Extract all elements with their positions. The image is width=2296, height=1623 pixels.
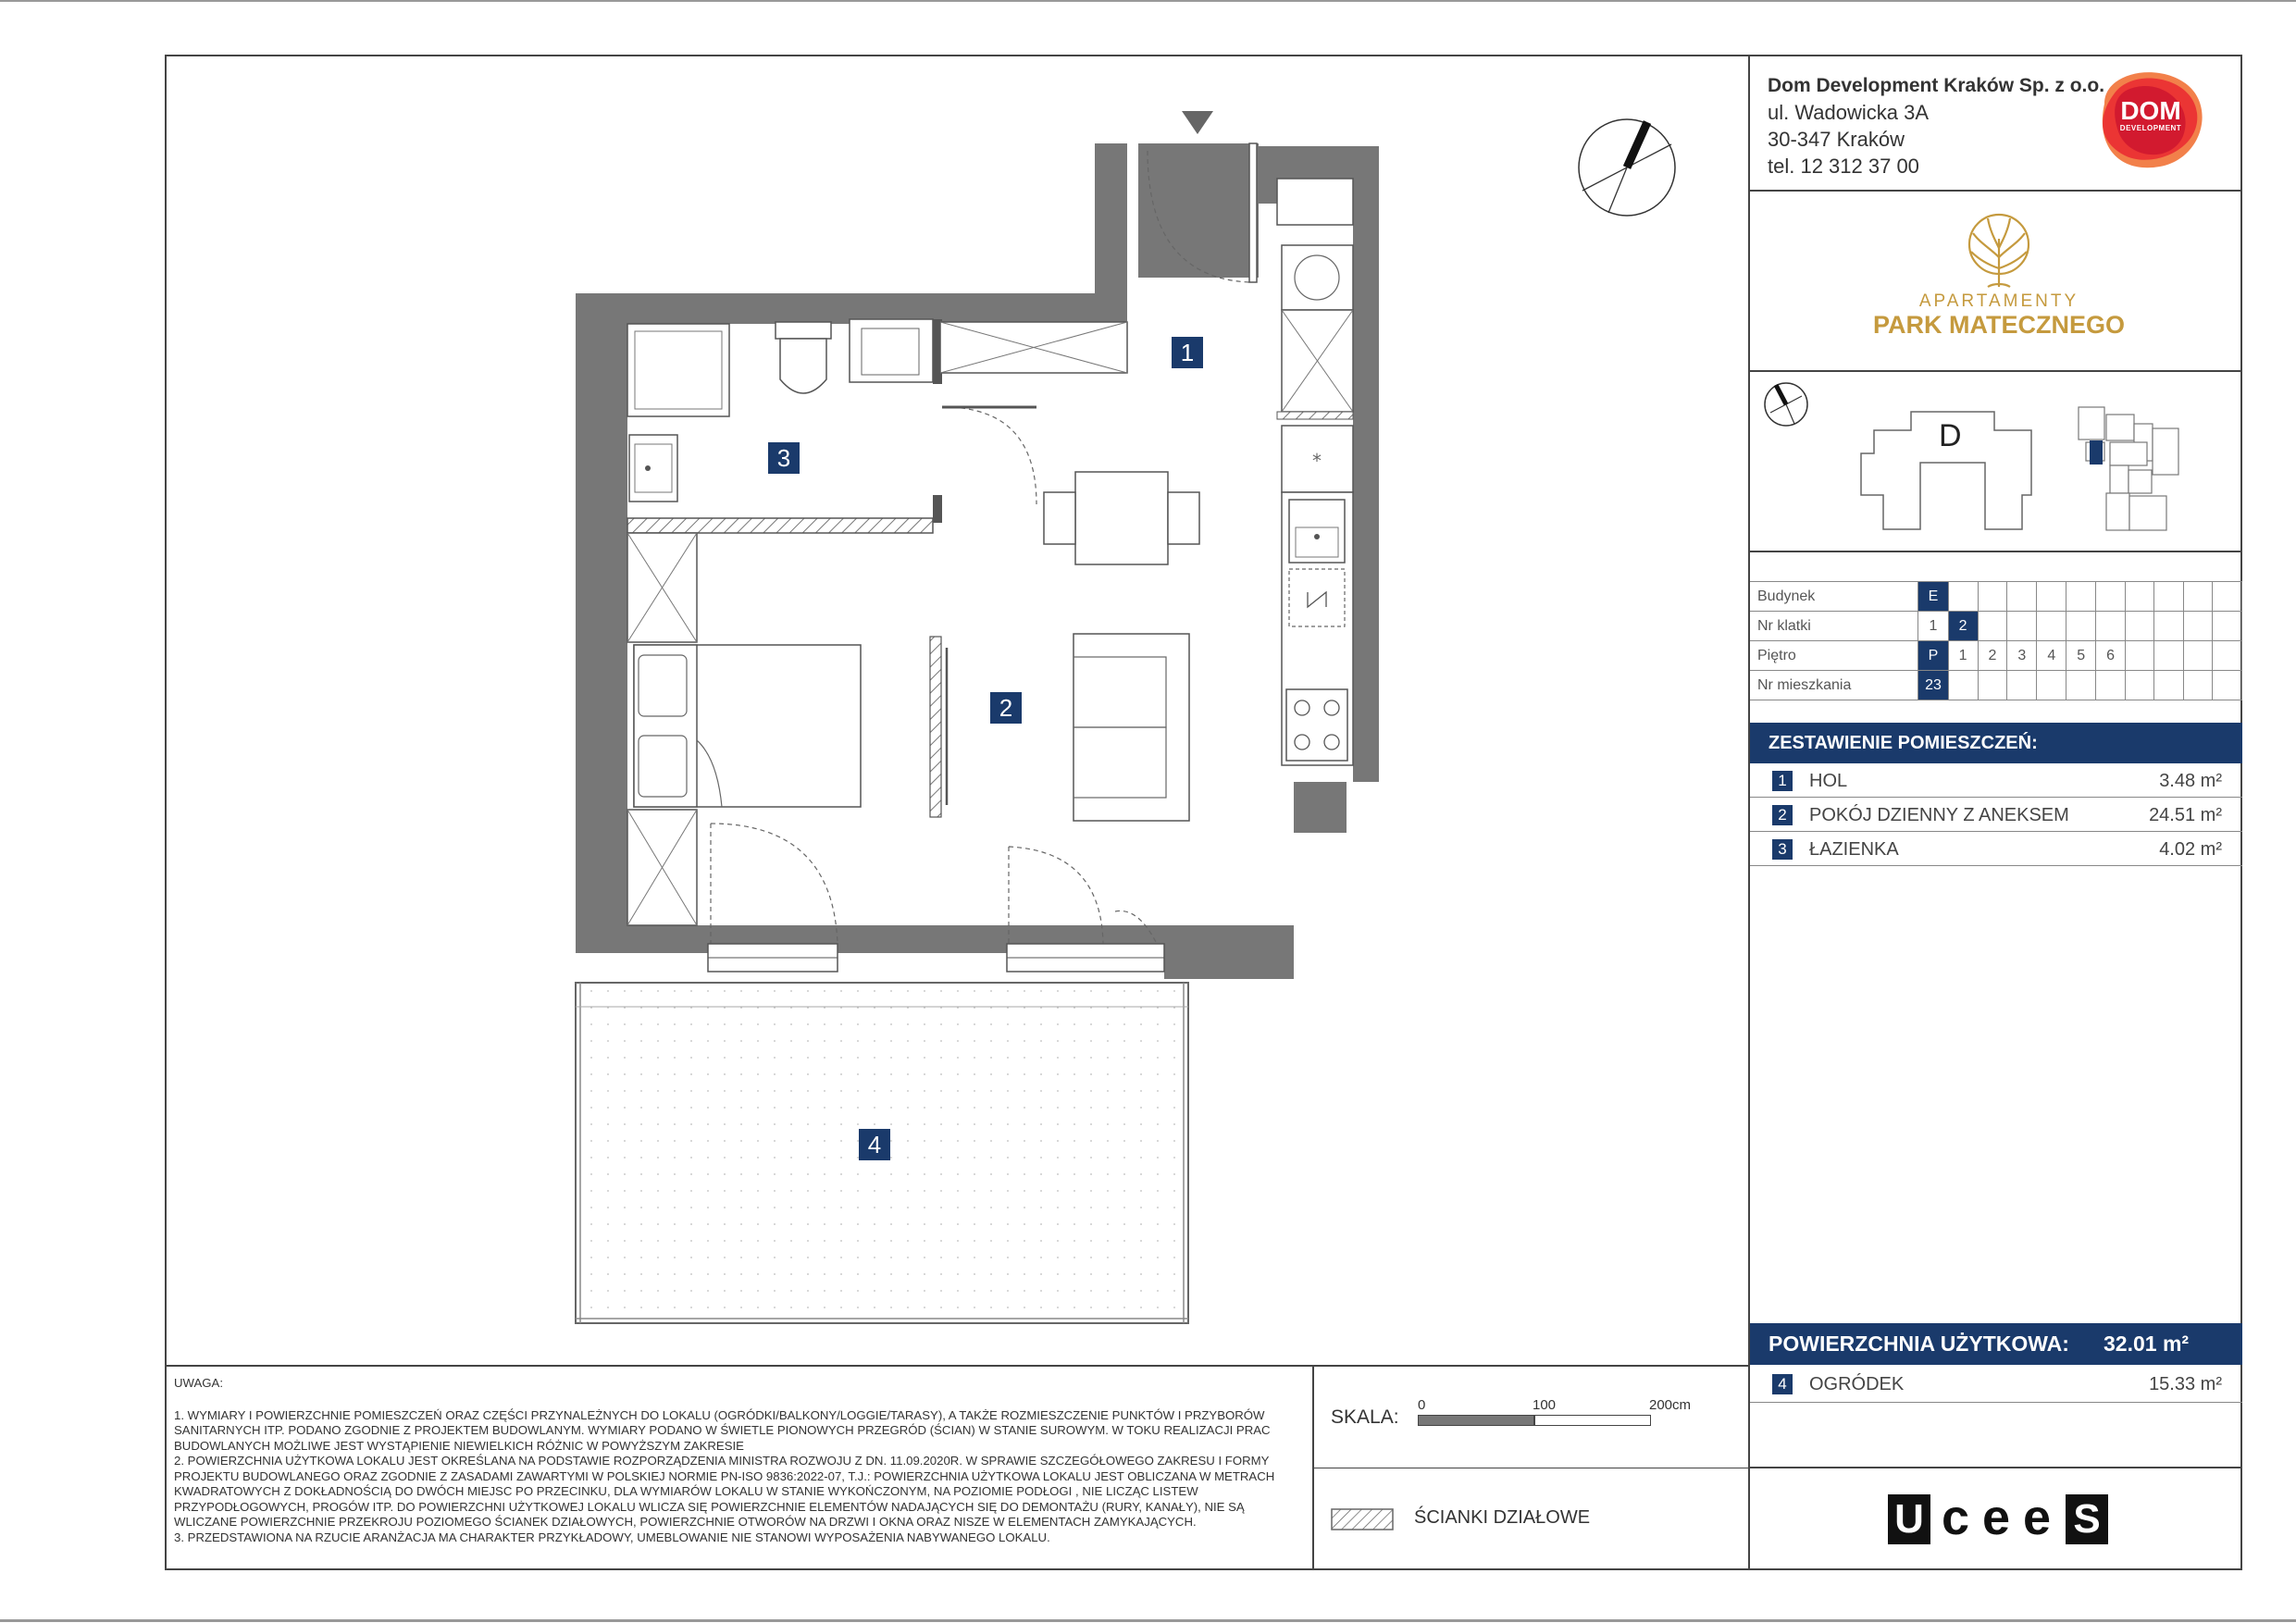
garden-number: 4 — [1772, 1374, 1793, 1394]
info-cell: 3 — [2007, 641, 2037, 671]
room-area: 4.02 m² — [2159, 839, 2222, 860]
washbasin — [629, 435, 677, 502]
info-cell: E — [1918, 582, 1948, 612]
notes — [174, 1376, 1303, 1545]
info-cell — [2126, 582, 2154, 612]
info-cell — [1978, 612, 2007, 641]
project-line1: APARTAMENTY — [1918, 291, 2079, 311]
divider — [1750, 190, 2242, 192]
room-name: ŁAZIENKA — [1809, 839, 1899, 860]
tree-emblem — [1943, 211, 2054, 294]
notes-p3: 3. PRZEDSTAWIONA NA RZUCIE ARANŻACJA MA CHARAKTER PRZYKŁADOWY, UMEBLOWANIE NIE STANOWI WYPOSAŻENIA NABYWANEGO LOKALU. — [174, 1530, 1050, 1544]
notes-scale-divider — [1312, 1367, 1314, 1570]
info-cell — [2007, 671, 2037, 700]
room-number: 2 — [1772, 805, 1793, 825]
entry-arrow-icon — [1182, 111, 1213, 134]
divider — [1750, 1467, 2242, 1468]
info-cell — [2213, 582, 2242, 612]
garden-area: 15.33 m² — [2149, 1374, 2222, 1394]
info-cell — [2007, 612, 2037, 641]
info-label: Nr klatki — [1750, 612, 1918, 641]
scale-tick-200: 200cm — [1649, 1397, 1692, 1413]
info-cell — [1978, 582, 2007, 612]
room-area: 3.48 m² — [2159, 771, 2222, 791]
ucees-logo — [1888, 1490, 2110, 1546]
info-row — [1750, 671, 2242, 700]
total-label: POWIERZCHNIA UŻYTKOWA: — [1769, 1332, 2069, 1356]
scale-bar-empty — [1534, 1415, 1651, 1426]
plan-label-bathroom: 3 — [768, 442, 800, 474]
info-cell — [2213, 612, 2242, 641]
total-area-bar — [1750, 1323, 2242, 1365]
company-address — [1768, 72, 2104, 180]
info-cell — [2096, 671, 2126, 700]
scale-label: SKALA: — [1331, 1406, 1399, 1428]
keyplan-letter: D — [1939, 418, 1962, 453]
dining-table — [1075, 472, 1168, 564]
project-line2: PARK MATECZNEGO — [1873, 311, 2125, 339]
room-row — [1750, 833, 2242, 866]
ucees-letter-c: c — [1942, 1490, 1970, 1545]
room-number: 3 — [1772, 839, 1793, 860]
notes-title: UWAGA: — [174, 1376, 223, 1390]
floor-plan — [167, 56, 1748, 1365]
legend-label: ŚCIANKI DZIAŁOWE — [1414, 1507, 1591, 1528]
tv-stand — [930, 637, 941, 817]
info-cell: 2 — [1948, 612, 1978, 641]
info-cell — [2154, 641, 2183, 671]
info-cell: 4 — [2037, 641, 2066, 671]
info-cell — [2066, 671, 2096, 700]
info-cell: 23 — [1918, 671, 1948, 700]
cooktop — [1286, 689, 1347, 761]
info-cell: 1 — [1918, 612, 1948, 641]
svg-text:*: * — [1312, 450, 1322, 472]
info-cell — [2154, 671, 2183, 700]
info-cell — [2154, 612, 2183, 641]
company-name: Dom Development Kraków Sp. z o.o. — [1768, 75, 2105, 96]
info-cell: 5 — [2066, 641, 2096, 671]
info-cell — [2154, 582, 2183, 612]
room-area: 24.51 m² — [2149, 805, 2222, 825]
top-edge — [0, 0, 2296, 2]
logo-text: DOM — [2120, 96, 2181, 125]
garden-row — [1750, 1368, 2242, 1403]
dom-development-logo — [2086, 67, 2212, 173]
ucees-letter-e2: e — [2023, 1490, 2052, 1545]
info-cell: P — [1918, 641, 1948, 671]
info-cell — [2126, 641, 2154, 671]
bottom-edge — [0, 1619, 2296, 1622]
keyplan-compass-icon — [1763, 381, 1809, 427]
garden-name: OGRÓDEK — [1809, 1374, 1905, 1394]
info-cell — [2037, 612, 2066, 641]
info-cell — [2066, 582, 2096, 612]
info-cell — [2096, 612, 2126, 641]
info-cell — [1948, 671, 1978, 700]
room-row — [1750, 799, 2242, 832]
ucees-letter-s: S — [2066, 1494, 2108, 1544]
divider — [1750, 370, 2242, 372]
notes-divider — [167, 1365, 1750, 1367]
info-row — [1750, 582, 2242, 612]
info-cell: 2 — [1978, 641, 2007, 671]
total-value: 32.01 m² — [2104, 1332, 2190, 1356]
info-label: Nr mieszkania — [1750, 671, 1918, 700]
info-cell — [2126, 671, 2154, 700]
info-row — [1750, 612, 2242, 641]
divider — [1750, 551, 2242, 552]
info-cell — [2037, 582, 2066, 612]
info-cell — [2096, 582, 2126, 612]
info-cell — [2213, 671, 2242, 700]
room-name: HOL — [1809, 771, 1848, 791]
info-cell — [2183, 612, 2212, 641]
kitchen-sink — [1289, 500, 1345, 563]
info-cell — [1948, 582, 1978, 612]
keyplan-building — [1855, 407, 2041, 537]
plan-label-hall: 1 — [1172, 337, 1203, 368]
info-label: Piętro — [1750, 641, 1918, 671]
scale-tick-0: 0 — [1418, 1397, 1426, 1413]
partition-wall — [627, 518, 933, 533]
info-cell — [1978, 671, 2007, 700]
scale-tick-100: 100 — [1533, 1397, 1557, 1413]
info-cell — [2037, 671, 2066, 700]
info-cell — [2007, 582, 2037, 612]
room-name: POKÓJ DZIENNY Z ANEKSEM — [1809, 805, 2069, 825]
notes-p2: 2. POWIERZCHNIA UŻYTKOWA LOKALU JEST OKREŚLANA NA PODSTAWIE ROZPORZĄDZENIA MINISTRA ROZWOJU Z DN. 11.09.2020R. W SPRAWIE SZCZEGÓŁOWEGO ZAKRESU I FORMY PROJEKTU BUDOWLANEGO ORAZ ZGODNIE Z ZASADAMI ZAWARTYMI W POLSKIEJ NORMIE PN-ISO 9836:2022-07, T.J.: POWIERZCHNIA UŻYTKOWA LOKALU JEST OBLICZANA W METRACH KWADRATOWYCH Z DOKŁADNOŚCIĄ DO DWÓCH MIEJSC PO PRZECINKU, DLA WYMIARÓW LOKALU W STANIE WYKOŃCZONYM, NA POZIOMIE PODŁOGI , NIE LICZĄC LISTEW PRZYPODŁOGOWYCH, PROGÓW ITP. DO POWIERZCHNI UŻYTKOWEJ LOKALU WLICZA SIĘ POWIERZCHNIE ELEMENTÓW NADAJĄCYCH SIĘ DO DEMONTAŻU (RURY, KANAŁY), NIE SĄ WLICZANE POWIERZCHNIE PRZEKROJU POZIOMEGO ŚCIANEK DZIAŁOWYCH, POWIERZCHNIE OTWORÓW NA DRZWI I OKNA ORAZ NISZE W ELEMENTACH ZAMYKAJĄCYCH. — [174, 1454, 1275, 1529]
info-cell — [2126, 612, 2154, 641]
ucees-letter-e1: e — [1982, 1490, 2011, 1545]
room-row — [1750, 764, 2242, 798]
info-cell: 6 — [2096, 641, 2126, 671]
north-arrow-icon — [1579, 119, 1675, 216]
info-cell — [2183, 641, 2212, 671]
toilet — [776, 322, 831, 339]
info-cell — [2183, 671, 2212, 700]
ucees-letter-u: U — [1888, 1494, 1930, 1544]
company-phone: tel. 12 312 37 00 — [1768, 155, 1919, 178]
info-cell — [2066, 612, 2096, 641]
company-street: ul. Wadowicka 3A — [1768, 101, 1930, 124]
info-cell — [2183, 582, 2212, 612]
shower — [627, 324, 729, 416]
rooms-header: ZESTAWIENIE POMIESZCZEŃ: — [1750, 723, 2242, 763]
scale-bar-filled — [1418, 1415, 1534, 1426]
keyplan-site — [2073, 405, 2184, 535]
plan-label-living: 2 — [990, 692, 1022, 724]
info-cell — [2213, 641, 2242, 671]
plan-label-garden: 4 — [859, 1129, 890, 1160]
info-label: Budynek — [1750, 582, 1918, 612]
entry-door — [1249, 143, 1257, 282]
info-row — [1750, 641, 2242, 671]
hatch-swatch-icon — [1331, 1508, 1394, 1530]
company-city: 30-347 Kraków — [1768, 128, 1905, 151]
info-cell: 1 — [1948, 641, 1978, 671]
apartment-info-table — [1750, 581, 2242, 700]
logo-subtext: DEVELOPMENT — [2119, 124, 2182, 132]
room-number: 1 — [1772, 771, 1793, 791]
notes-p1: 1. WYMIARY I POWIERZCHNIE POMIESZCZEŃ ORAZ CZĘŚCI PRZYNALEŻNYCH DO LOKALU (OGRÓDKI/BALKONY/LOGGIE/TARASY), A TAKŻE ROZMIESZCZENIE PUNKTÓW I PRZYBORÓW SANITARNYCH ITP. PODANO ZGODNIE Z PROJEKTEM BUDOWLANYM. WYMIARY PODANO W ŚWIETLE PIONOWYCH PRZEGRÓD (ŚCIAN) W STANIE SUROWYM. W TOKU REALIZACJI PRAC BUDOWLANYCH MOŻLIWE JEST WYSTĄPIENIE NIEWIELKICH RÓŻNIC W POWYŻSZYM ZAKRESIE — [174, 1407, 1271, 1453]
